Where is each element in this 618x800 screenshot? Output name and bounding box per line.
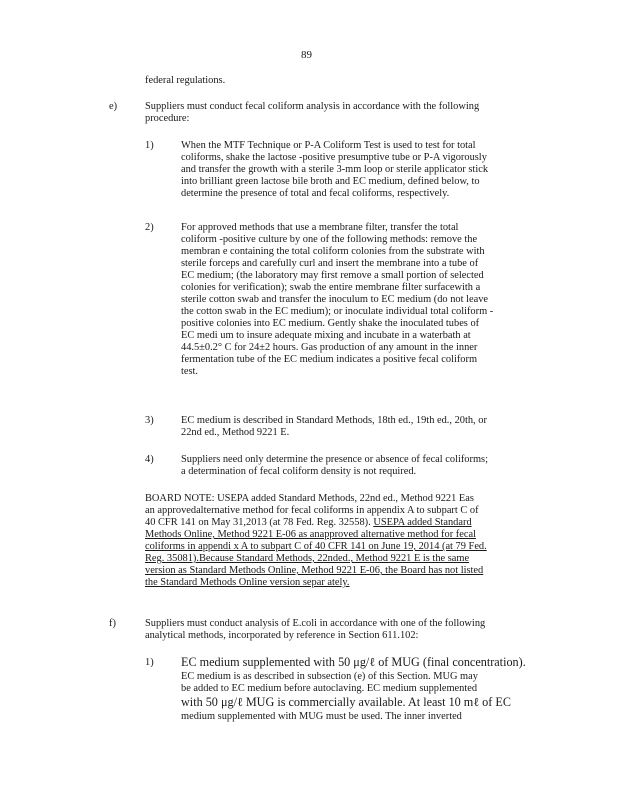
item-e-label: e) [109,101,118,112]
item-f1-text-a: EC medium is as described in subsection (e) of this Section. MUG may be added to EC medium before autoclaving. EC medium supplemented [181,671,478,694]
item-f1-label: 1) [145,657,154,668]
item-f1-heading: EC medium supplemented with 50 μg/ℓ of MUG (final concentration). [181,655,526,669]
item-f1-text-c: medium supplemented with MUG must be used. The inner inverted [181,711,462,722]
item-e2-text: For approved methods that use a membrane filter, transfer the total coliform -positive culture by one of the following methods: remove the membran e containing the total coliform colonies from the substrate with sterile forceps and carefully curl and insert the membrane into a tube of EC medium; (the laboratory may first remove a small portion of selected colonies for verification); swab the entire membrane filter surfacewith a sterile cotton swab and transfer the inoculum to EC medium (do not leave the cotton swab in the EC medium); or inoculate individual total coliform - positive colonies into EC medium. Gently shake the inoculated tubes of EC medi um to insure adequate mixing and incubate in a waterbath at 44.5±0.2° C for 24±2 hours. Gas production of any amount in the inner fermentation tube of the EC medium indicates a positive fecal coliform test. [181,222,494,377]
board-note [145,493,585,589]
item-e-text: Suppliers must conduct fecal coliform analysis in accordance with the following procedure: [145,101,480,124]
intro-tail-text: federal regulations. [145,75,226,86]
board-note-amendment-start: USEPA added Standard [373,517,472,528]
item-e1-text: When the MTF Technique or P-A Coliform Test is used to test for total coliforms, shake the lactose -positive presumptive tube or P-A vigorously and transfer the growth with a sterile 3-mm loop or sterile applicator stick into brilliant green lactose bile broth and EC medium, defined below, to determine the presence of total and fecal coliforms, respectively. [181,140,489,199]
item-f-label: f) [109,618,116,629]
item-e3-label: 3) [145,415,154,426]
item-e4-text: Suppliers need only determine the presence or absence of fecal coliforms; a determination of fecal coliform density is not required. [181,454,488,477]
item-e4-label: 4) [145,454,154,465]
page-number: 89 [301,49,312,61]
board-note-amendment: Methods Online, Method 9221 E-06 as anapproved alternative method for fecal coliforms in appendi x A to subpart C of 40 CFR 141 on June 19, 2014 (at 79 Fed. Reg. 35081).Because Standard Methods, 22nded., Method 9221 E is the same version as Standard Methods Online, Method 9221 E-06, the Board has not listed the Standard Methods Online version separ ately. [145,529,487,588]
item-e1-label: 1) [145,140,154,151]
board-note-text: BOARD NOTE: USEPA added Standard Methods, 22nd ed., Method 9221 Eas an approvedalternative method for fecal coliforms in appendix A to subpart C of 40 CFR 141 on May 31,2013 (at 78 Fed. Reg. 32558). [145,493,479,528]
item-f-text: Suppliers must conduct analysis of E.coli in accordance with one of the following analytical methods, incorporated by reference in Section 611.102: [145,618,486,641]
item-f1-text-b: with 50 μg/ℓ MUG is commercially available. At least 10 mℓ of EC [181,695,511,709]
item-e2-label: 2) [145,222,154,233]
item-e3-text: EC medium is described in Standard Methods, 18th ed., 19th ed., 20th, or 22nd ed., Method 9221 E. [181,415,487,438]
